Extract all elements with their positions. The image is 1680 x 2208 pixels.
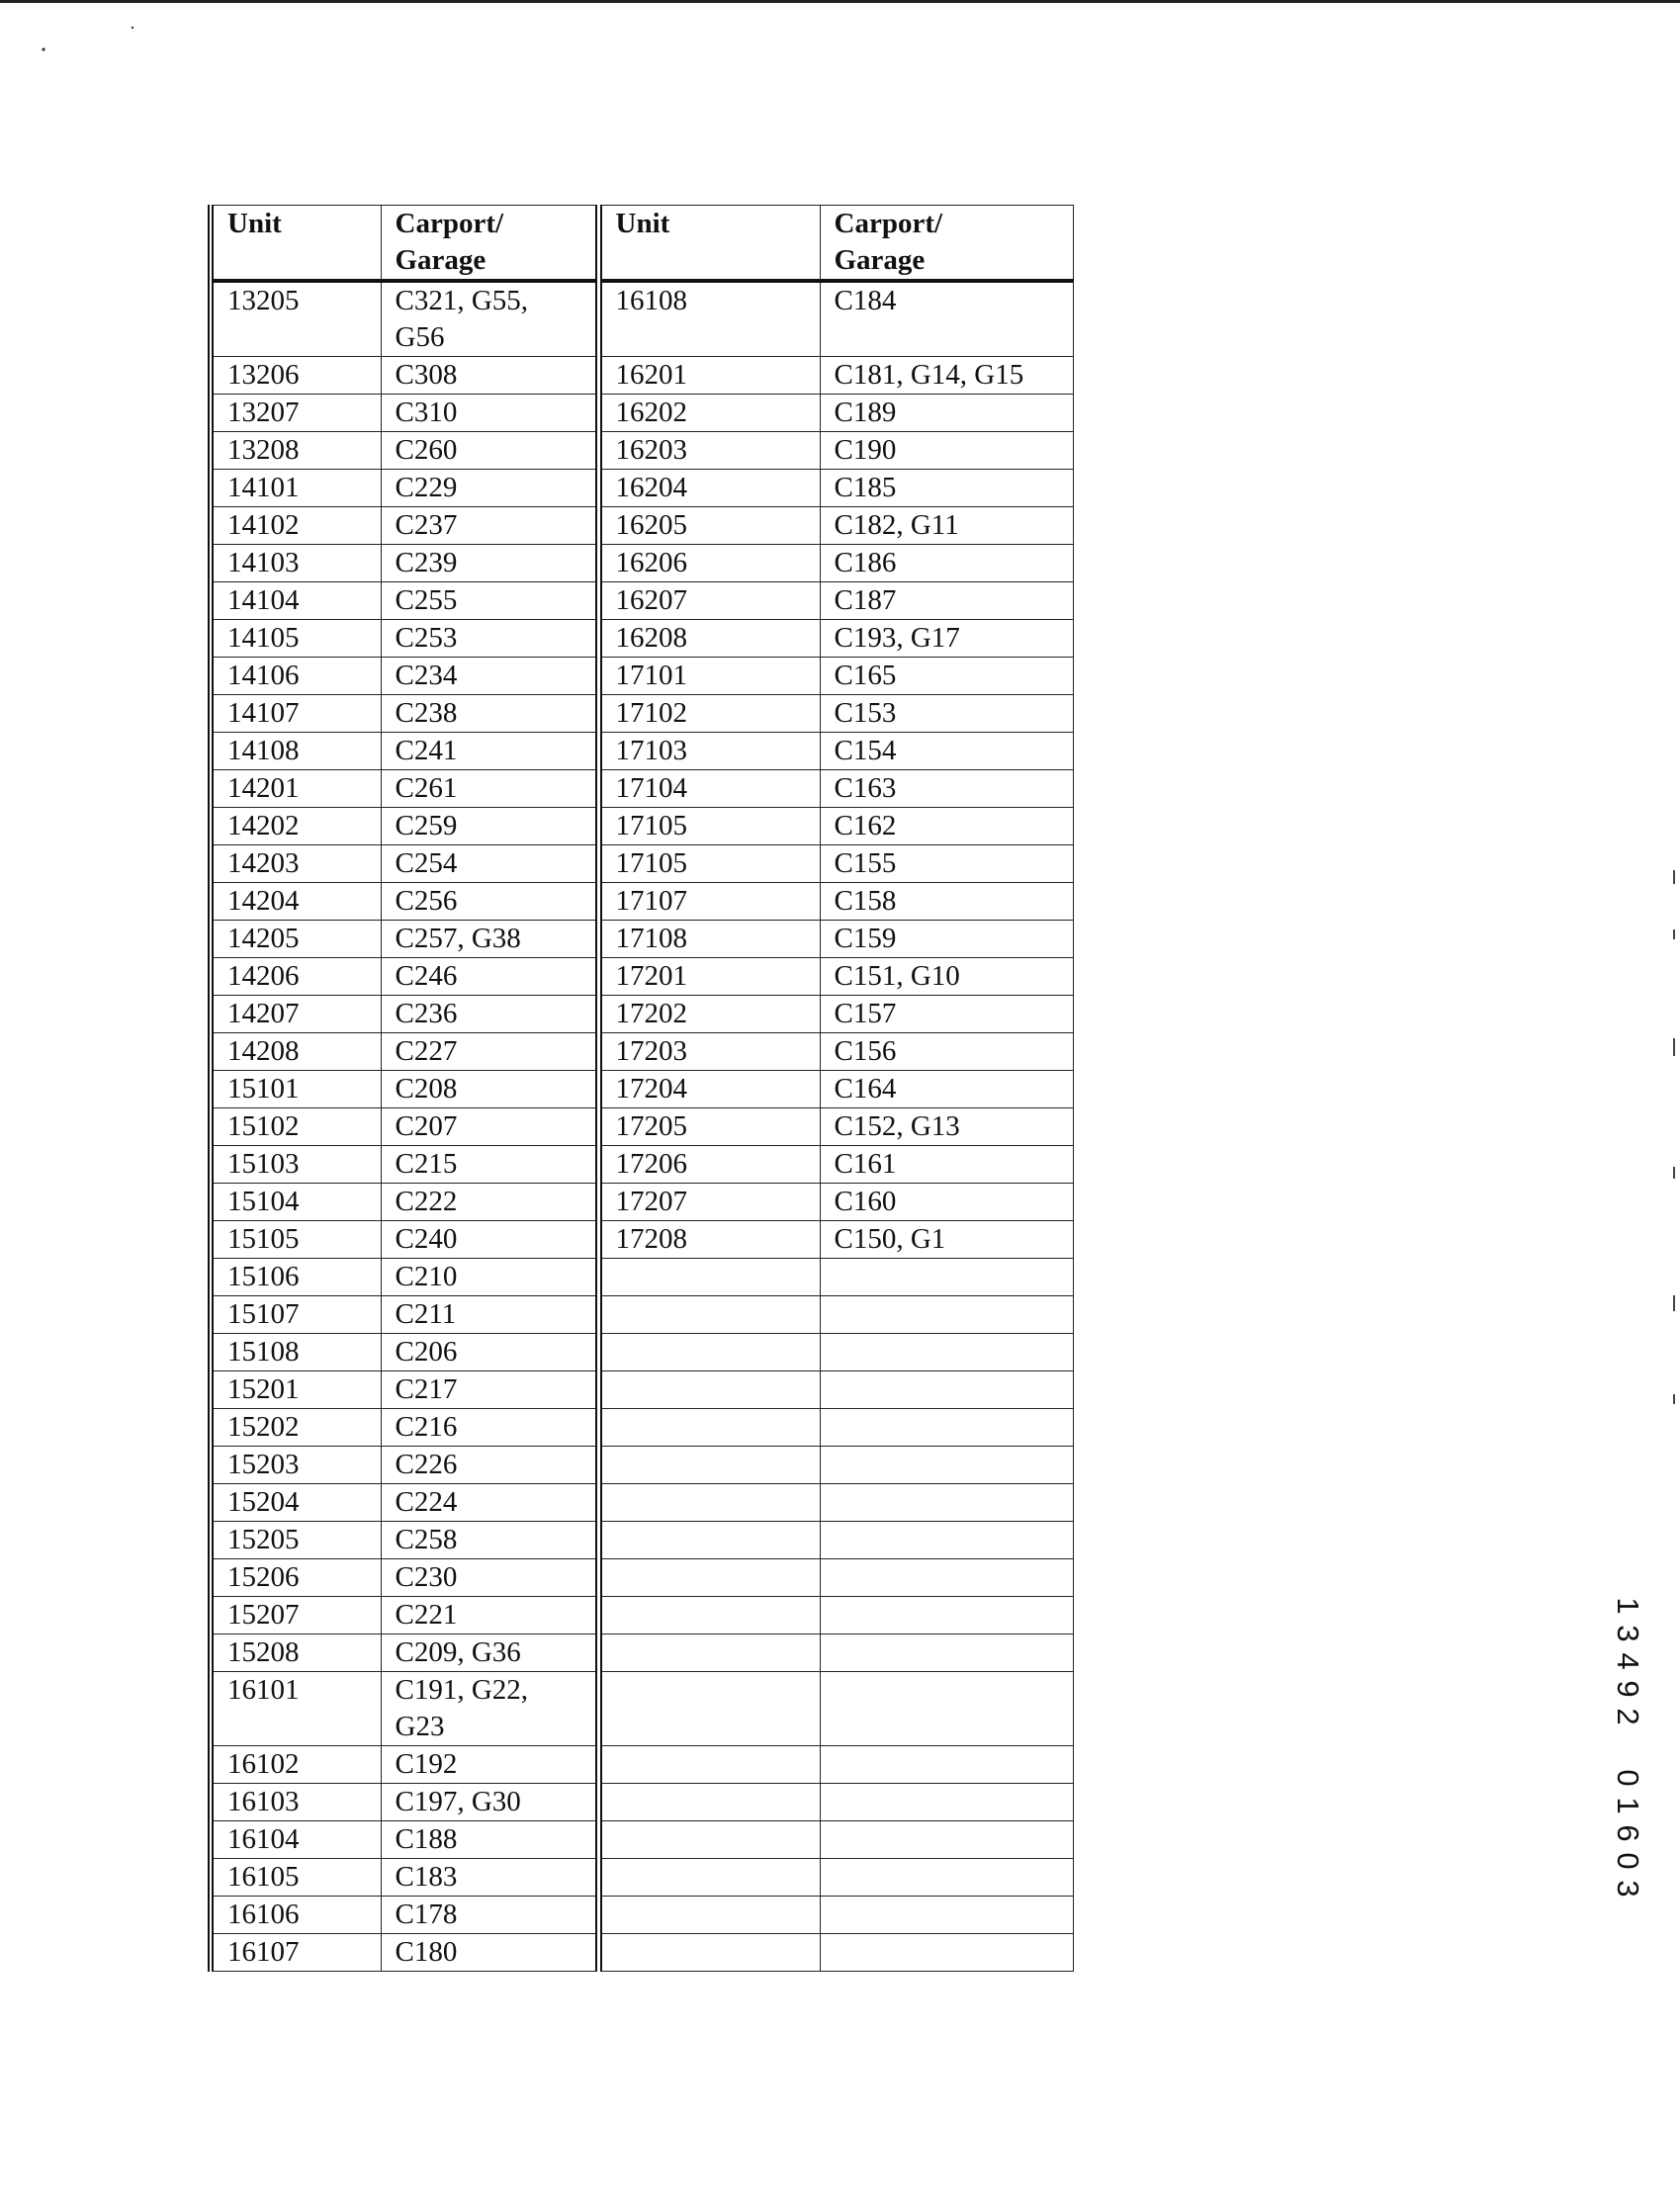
carport-right-cell: C184 <box>820 281 1073 357</box>
table-row <box>211 1672 1073 1746</box>
document-number-digit: 0 <box>1611 1769 1645 1787</box>
unit-left-cell: 15102 <box>211 1108 381 1146</box>
carport-right-cell <box>820 1821 1073 1859</box>
header-unit-left: Unit <box>211 206 381 282</box>
table-row <box>211 1634 1073 1672</box>
unit-left-cell: 16103 <box>211 1784 381 1821</box>
table-row <box>211 620 1073 658</box>
unit-right-cell <box>598 1672 820 1746</box>
carport-right-cell: C158 <box>820 883 1073 921</box>
unit-right-cell: 17108 <box>598 921 820 958</box>
table-row <box>211 281 1073 357</box>
unit-right-cell <box>598 1296 820 1334</box>
carport-right-cell <box>820 1934 1073 1972</box>
unit-right-cell <box>598 1597 820 1634</box>
unit-left-cell: 14105 <box>211 620 381 658</box>
unit-right-cell: 16208 <box>598 620 820 658</box>
document-number <box>1611 1592 1645 1902</box>
carport-left-cell: C188 <box>381 1821 598 1859</box>
carport-left-cell: C180 <box>381 1934 598 1972</box>
carport-right-cell: C157 <box>820 996 1073 1033</box>
carport-right-cell: C189 <box>820 395 1073 432</box>
table-row <box>211 1897 1073 1934</box>
unit-left-cell: 15101 <box>211 1071 381 1108</box>
unit-right-cell <box>598 1897 820 1934</box>
table-row <box>211 1784 1073 1821</box>
carport-right-cell: C156 <box>820 1033 1073 1071</box>
unit-right-cell <box>598 1784 820 1821</box>
unit-right-cell: 17207 <box>598 1184 820 1221</box>
carport-right-cell <box>820 1559 1073 1597</box>
carport-left-cell: C211 <box>381 1296 598 1334</box>
unit-left-cell: 15203 <box>211 1447 381 1484</box>
unit-right-cell: 17206 <box>598 1146 820 1184</box>
carport-right-cell: C163 <box>820 770 1073 808</box>
carport-right-cell <box>820 1447 1073 1484</box>
carport-right-cell <box>820 1746 1073 1784</box>
scan-specks <box>40 26 158 65</box>
unit-right-cell <box>598 1559 820 1597</box>
table-row <box>211 695 1073 733</box>
unit-left-cell: 16101 <box>211 1672 381 1746</box>
carport-left-cell: C209, G36 <box>381 1634 598 1672</box>
table-row <box>211 733 1073 770</box>
unit-right-cell: 16203 <box>598 432 820 470</box>
carport-right-cell <box>820 1484 1073 1522</box>
unit-left-cell: 14107 <box>211 695 381 733</box>
table-row <box>211 1108 1073 1146</box>
unit-left-cell: 15206 <box>211 1559 381 1597</box>
table-row <box>211 1409 1073 1447</box>
carport-left-cell: C246 <box>381 958 598 996</box>
carport-right-cell <box>820 1597 1073 1634</box>
carport-left-cell: C234 <box>381 658 598 695</box>
carport-left-cell: C236 <box>381 996 598 1033</box>
carport-right-cell: C193, G17 <box>820 620 1073 658</box>
unit-left-cell: 16102 <box>211 1746 381 1784</box>
carport-right-cell <box>820 1409 1073 1447</box>
carport-left-cell: C258 <box>381 1522 598 1559</box>
document-number-digit: 2 <box>1611 1708 1645 1725</box>
unit-left-cell: 16107 <box>211 1934 381 1972</box>
unit-left-cell: 15204 <box>211 1484 381 1522</box>
unit-left-cell: 13207 <box>211 395 381 432</box>
table-row <box>211 1221 1073 1259</box>
table-row <box>211 1447 1073 1484</box>
unit-left-cell: 14208 <box>211 1033 381 1071</box>
carport-left-cell: C254 <box>381 845 598 883</box>
carport-left-cell: C178 <box>381 1897 598 1934</box>
unit-right-cell <box>598 1522 820 1559</box>
carport-right-cell <box>820 1672 1073 1746</box>
carport-right-cell: C187 <box>820 582 1073 620</box>
carport-right-cell: C182, G11 <box>820 507 1073 545</box>
table-row <box>211 1522 1073 1559</box>
carport-left-cell: C206 <box>381 1334 598 1371</box>
header-carport-left: Carport/ Garage <box>381 206 598 282</box>
unit-right-cell <box>598 1484 820 1522</box>
unit-right-cell: 17102 <box>598 695 820 733</box>
carport-left-cell: C227 <box>381 1033 598 1071</box>
table-row <box>211 582 1073 620</box>
unit-left-cell: 14102 <box>211 507 381 545</box>
unit-right-cell: 16108 <box>598 281 820 357</box>
table-row <box>211 996 1073 1033</box>
table-row <box>211 470 1073 507</box>
unit-left-cell: 14104 <box>211 582 381 620</box>
carport-right-cell: C154 <box>820 733 1073 770</box>
carport-right-cell: C185 <box>820 470 1073 507</box>
table-row <box>211 845 1073 883</box>
table-row <box>211 357 1073 395</box>
unit-right-cell: 17103 <box>598 733 820 770</box>
carport-right-cell <box>820 1784 1073 1821</box>
unit-right-cell: 17205 <box>598 1108 820 1146</box>
carport-right-cell <box>820 1296 1073 1334</box>
table-row <box>211 1821 1073 1859</box>
unit-left-cell: 15103 <box>211 1146 381 1184</box>
table-row <box>211 545 1073 582</box>
document-number-digit: 0 <box>1611 1852 1645 1870</box>
unit-right-cell: 17208 <box>598 1221 820 1259</box>
unit-right-cell: 16201 <box>598 357 820 395</box>
document-number-digit: 1 <box>1611 1797 1645 1814</box>
unit-right-cell: 17105 <box>598 845 820 883</box>
carport-left-cell: C260 <box>381 432 598 470</box>
unit-right-cell: 17201 <box>598 958 820 996</box>
unit-right-cell <box>598 1634 820 1672</box>
table-row <box>211 1597 1073 1634</box>
unit-left-cell: 15202 <box>211 1409 381 1447</box>
unit-right-cell: 16204 <box>598 470 820 507</box>
carport-left-cell: C208 <box>381 1071 598 1108</box>
carport-left-cell: C215 <box>381 1146 598 1184</box>
unit-left-cell: 14201 <box>211 770 381 808</box>
unit-right-cell <box>598 1859 820 1897</box>
table-row <box>211 1484 1073 1522</box>
unit-right-cell: 16202 <box>598 395 820 432</box>
document-number-digit: 1 <box>1611 1597 1645 1615</box>
unit-left-cell: 13206 <box>211 357 381 395</box>
carport-left-cell: C256 <box>381 883 598 921</box>
header-row <box>211 206 1073 282</box>
carport-left-cell: C183 <box>381 1859 598 1897</box>
table-row <box>211 1371 1073 1409</box>
carport-left-cell: C207 <box>381 1108 598 1146</box>
scan-edge-marks <box>1671 870 1677 1424</box>
unit-left-cell: 16105 <box>211 1859 381 1897</box>
carport-right-cell: C151, G10 <box>820 958 1073 996</box>
carport-left-cell: C257, G38 <box>381 921 598 958</box>
document-number-digit <box>1611 1737 1644 1757</box>
unit-carport-table <box>208 205 1074 1972</box>
unit-right-cell <box>598 1409 820 1447</box>
table-row <box>211 1559 1073 1597</box>
unit-right-cell <box>598 1447 820 1484</box>
unit-left-cell: 15108 <box>211 1334 381 1371</box>
carport-right-cell <box>820 1897 1073 1934</box>
table-row <box>211 1746 1073 1784</box>
top-edge-rule <box>0 0 1680 3</box>
unit-right-cell: 16205 <box>598 507 820 545</box>
carport-right-cell: C153 <box>820 695 1073 733</box>
document-number-digit: 3 <box>1611 1880 1645 1898</box>
unit-left-cell: 15207 <box>211 1597 381 1634</box>
unit-right-cell: 16207 <box>598 582 820 620</box>
table-row <box>211 1071 1073 1108</box>
unit-right-cell: 17202 <box>598 996 820 1033</box>
carport-right-cell: C155 <box>820 845 1073 883</box>
carport-left-cell: C239 <box>381 545 598 582</box>
table-row <box>211 395 1073 432</box>
unit-left-cell: 15106 <box>211 1259 381 1296</box>
unit-right-cell <box>598 1934 820 1972</box>
carport-left-cell: C321, G55, G56 <box>381 281 598 357</box>
carport-right-cell <box>820 1859 1073 1897</box>
carport-left-cell: C229 <box>381 470 598 507</box>
carport-left-cell: C237 <box>381 507 598 545</box>
unit-right-cell <box>598 1259 820 1296</box>
carport-right-cell <box>820 1259 1073 1296</box>
unit-left-cell: 14202 <box>211 808 381 845</box>
unit-right-cell: 17203 <box>598 1033 820 1071</box>
carport-right-cell: C181, G14, G15 <box>820 357 1073 395</box>
table-row <box>211 1259 1073 1296</box>
unit-left-cell: 13208 <box>211 432 381 470</box>
header-carport-right: Carport/ Garage <box>820 206 1073 282</box>
carport-left-cell: C308 <box>381 357 598 395</box>
carport-right-cell <box>820 1522 1073 1559</box>
unit-right-cell <box>598 1746 820 1784</box>
unit-left-cell: 14103 <box>211 545 381 582</box>
header-unit-right: Unit <box>598 206 820 282</box>
table-row <box>211 1146 1073 1184</box>
carport-left-cell: C222 <box>381 1184 598 1221</box>
carport-right-cell: C164 <box>820 1071 1073 1108</box>
carport-right-cell <box>820 1334 1073 1371</box>
unit-left-cell: 15208 <box>211 1634 381 1672</box>
carport-right-cell: C159 <box>820 921 1073 958</box>
carport-left-cell: C217 <box>381 1371 598 1409</box>
carport-left-cell: C253 <box>381 620 598 658</box>
unit-right-cell: 17204 <box>598 1071 820 1108</box>
carport-left-cell: C224 <box>381 1484 598 1522</box>
carport-left-cell: C230 <box>381 1559 598 1597</box>
table-row <box>211 1033 1073 1071</box>
carport-right-cell: C190 <box>820 432 1073 470</box>
unit-left-cell: 14108 <box>211 733 381 770</box>
unit-left-cell: 15105 <box>211 1221 381 1259</box>
carport-left-cell: C259 <box>381 808 598 845</box>
carport-right-cell: C150, G1 <box>820 1221 1073 1259</box>
table-row <box>211 1859 1073 1897</box>
unit-left-cell: 16106 <box>211 1897 381 1934</box>
carport-left-cell: C191, G22, G23 <box>381 1672 598 1746</box>
unit-left-cell: 14207 <box>211 996 381 1033</box>
carport-left-cell: C221 <box>381 1597 598 1634</box>
unit-right-cell: 17107 <box>598 883 820 921</box>
carport-left-cell: C197, G30 <box>381 1784 598 1821</box>
carport-left-cell: C241 <box>381 733 598 770</box>
table-row <box>211 1296 1073 1334</box>
carport-left-cell: C261 <box>381 770 598 808</box>
table-row <box>211 921 1073 958</box>
carport-right-cell: C165 <box>820 658 1073 695</box>
table-row <box>211 432 1073 470</box>
document-number-digits <box>1611 1592 1645 1902</box>
carport-left-cell: C192 <box>381 1746 598 1784</box>
table-row <box>211 770 1073 808</box>
table-row <box>211 808 1073 845</box>
table-row <box>211 658 1073 695</box>
carport-left-cell: C226 <box>381 1447 598 1484</box>
table-row <box>211 883 1073 921</box>
carport-left-cell: C216 <box>381 1409 598 1447</box>
unit-right-cell <box>598 1371 820 1409</box>
unit-left-cell: 15201 <box>211 1371 381 1409</box>
carport-left-cell: C255 <box>381 582 598 620</box>
document-number-digit: 3 <box>1611 1625 1645 1642</box>
carport-left-cell: C238 <box>381 695 598 733</box>
unit-left-cell: 15205 <box>211 1522 381 1559</box>
table-row <box>211 1184 1073 1221</box>
unit-left-cell: 14205 <box>211 921 381 958</box>
unit-left-cell: 14203 <box>211 845 381 883</box>
unit-left-cell: 14206 <box>211 958 381 996</box>
carport-left-cell: C240 <box>381 1221 598 1259</box>
document-number-digit: 4 <box>1611 1652 1645 1670</box>
unit-left-cell: 13205 <box>211 281 381 357</box>
document-number-digit: 9 <box>1611 1680 1645 1698</box>
carport-right-cell: C152, G13 <box>820 1108 1073 1146</box>
table-row <box>211 1934 1073 1972</box>
unit-left-cell: 14101 <box>211 470 381 507</box>
document-number-digit: 6 <box>1611 1824 1645 1842</box>
table-row <box>211 1334 1073 1371</box>
unit-right-cell <box>598 1821 820 1859</box>
table-row <box>211 507 1073 545</box>
carport-right-cell: C161 <box>820 1146 1073 1184</box>
unit-right-cell: 17101 <box>598 658 820 695</box>
carport-right-cell: C160 <box>820 1184 1073 1221</box>
carport-left-cell: C310 <box>381 395 598 432</box>
carport-right-cell: C162 <box>820 808 1073 845</box>
table-body <box>211 281 1073 1972</box>
carport-right-cell <box>820 1634 1073 1672</box>
unit-left-cell: 14106 <box>211 658 381 695</box>
unit-right-cell: 16206 <box>598 545 820 582</box>
unit-right-cell: 17104 <box>598 770 820 808</box>
unit-left-cell: 16104 <box>211 1821 381 1859</box>
carport-right-cell: C186 <box>820 545 1073 582</box>
carport-left-cell: C210 <box>381 1259 598 1296</box>
unit-left-cell: 14204 <box>211 883 381 921</box>
table-header <box>211 206 1073 282</box>
unit-left-cell: 15104 <box>211 1184 381 1221</box>
table-row <box>211 958 1073 996</box>
carport-right-cell <box>820 1371 1073 1409</box>
unit-right-cell <box>598 1334 820 1371</box>
unit-right-cell: 17105 <box>598 808 820 845</box>
unit-left-cell: 15107 <box>211 1296 381 1334</box>
